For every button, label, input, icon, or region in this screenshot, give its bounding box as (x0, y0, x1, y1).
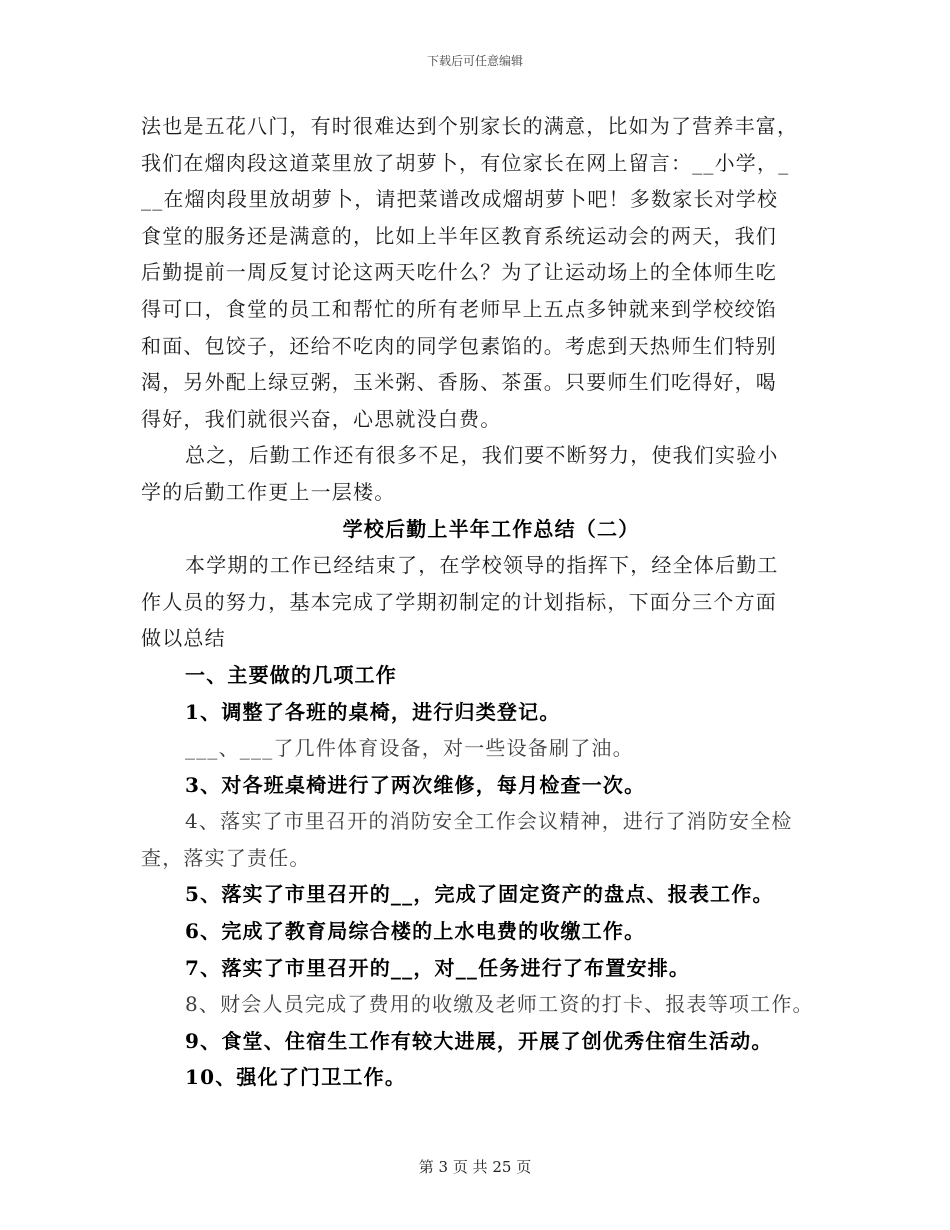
list-item-7: 7、落实了市里召开的__，对__任务进行了布置安排。 (185, 955, 691, 980)
paragraph-line: 得好，我们就很兴奋，心思就没白费。 (141, 406, 502, 431)
paragraph-line: 渴，另外配上绿豆粥，玉米粥、香肠、茶蛋。只要师生们吃得好，喝 (141, 370, 777, 395)
paragraph-line: 食堂的服务还是满意的，比如上半年区教育系统运动会的两天，我们 (141, 223, 777, 248)
list-item-3: 3、对各班桌椅进行了两次维修，每月检查一次。 (185, 772, 646, 797)
header-note: 下载后可任意编辑 (426, 54, 523, 68)
intro-line: 本学期的工作已经结束了，在学校领导的指挥下，经全体后勤工 (185, 553, 779, 578)
section-title: 学校后勤上半年工作总结（二） (342, 516, 640, 541)
paragraph-line: 后勤提前一周反复讨论这两天吃什么？为了让运动场上的全体师生吃 (141, 260, 777, 285)
intro-line: 做以总结 (141, 626, 226, 651)
heading-main-work: 一、主要做的几项工作 (185, 662, 397, 687)
paragraph-line: 我们在熘肉段这道菜里放了胡萝卜，有位家长在网上留言：__小学，_ (141, 150, 790, 175)
paragraph-line: 总之，后勤工作还有很多不足，我们要不断努力，使我们实验小 (185, 443, 779, 468)
paragraph-line: 法也是五花八门，有时很难达到个别家长的满意，比如为了营养丰富， (141, 114, 799, 138)
list-item-4-continued: 查，落实了责任。 (141, 845, 311, 870)
page-number: 第 3 页 共 25 页 (418, 1158, 532, 1176)
list-item-4: 4、落实了市里召开的消防安全工作会议精神，进行了消防安全检 (185, 809, 793, 834)
paragraph-line: 学的后勤工作更上一层楼。 (141, 479, 396, 504)
intro-line: 作人员的努力，基本完成了学期初制定的计划指标，下面分三个方面 (141, 589, 777, 614)
document-body (141, 108, 821, 1096)
list-item-9: 9、食堂、住宿生工作有较大进展，开展了创优秀住宿生活动。 (185, 1028, 773, 1053)
list-item-8: 8、财会人员完成了费用的收缴及老师工资的打卡、报表等项工作。 (185, 992, 814, 1017)
list-item-1: 1、调整了各班的桌椅，进行归类登记。 (185, 699, 561, 724)
paragraph-line: 和面、包饺子，还给不吃肉的同学包素馅的。考虑到天热师生们特别 (141, 333, 777, 358)
list-item-10: 10、强化了门卫工作。 (185, 1065, 407, 1090)
list-item-5: 5、落实了市里召开的__，完成了固定资产的盘点、报表工作。 (185, 882, 774, 907)
list-item-6: 6、完成了教育局综合楼的上水电费的收缴工作。 (185, 919, 646, 944)
paragraph-line: 得可口，食堂的员工和帮忙的所有老师早上五点多钟就来到学校绞馅 (141, 296, 777, 321)
list-item-2: ___、___了几件体育设备，对一些设备刷了油。 (185, 736, 634, 761)
paragraph-line: __在熘肉段里放胡萝卜，请把菜谱改成熘胡萝卜吧！多数家长对学校 (141, 187, 779, 212)
